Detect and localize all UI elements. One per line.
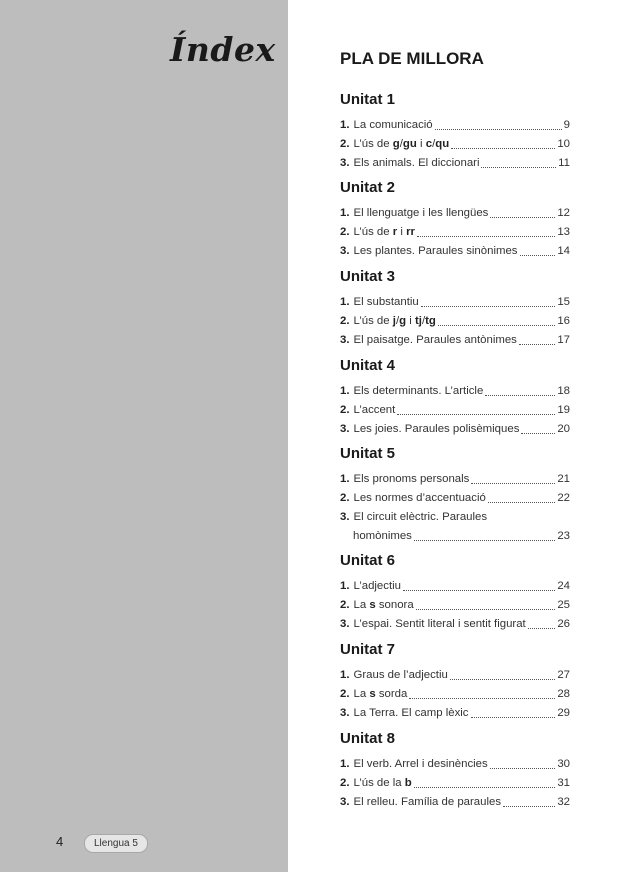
dot-leader <box>521 433 555 434</box>
unit-section <box>340 267 570 350</box>
toc-entry <box>340 223 570 242</box>
entry-number: 3. <box>340 511 350 523</box>
unit-section <box>340 551 570 634</box>
entry-page-number: 28 <box>557 688 570 700</box>
page-number: 4 <box>56 834 64 849</box>
entry-page-number: 18 <box>557 385 570 397</box>
dot-leader <box>488 502 555 503</box>
toc-entry <box>340 135 570 154</box>
toc-entry <box>340 312 570 331</box>
dot-leader <box>403 590 555 591</box>
entry-label: Les joies. Paraules polisèmiques <box>353 423 520 435</box>
unit-title: Unitat 1 <box>340 91 396 108</box>
toc-entry <box>340 615 570 634</box>
unit-section <box>340 90 570 173</box>
dot-leader <box>519 344 555 345</box>
entry-label: Les normes d’accentuació <box>353 492 486 504</box>
entry-page-number: 29 <box>557 707 570 719</box>
entry-number: 3. <box>340 245 350 257</box>
entry-number: 1. <box>340 758 350 770</box>
section-title: PLA DE MILLORA <box>340 49 484 68</box>
entry-page-number: 12 <box>557 207 570 219</box>
unit-title: Unitat 2 <box>340 179 396 196</box>
toc-entry <box>340 774 570 793</box>
entry-number: 3. <box>340 334 350 346</box>
entry-label: El relleu. Família de paraules <box>353 796 502 808</box>
toc-entry <box>340 685 570 704</box>
unit-title: Unitat 4 <box>340 357 396 374</box>
entry-page-number: 16 <box>557 315 570 327</box>
dot-leader <box>417 236 555 237</box>
entry-label: Els pronoms personals <box>353 473 470 485</box>
entry-number: 2. <box>340 777 350 789</box>
dot-leader <box>397 414 555 415</box>
entry-page-number: 21 <box>557 473 570 485</box>
entry-label: Les plantes. Paraules sinònimes <box>353 245 518 257</box>
entry-number: 2. <box>340 226 350 238</box>
entry-number: 2. <box>340 404 350 416</box>
entry-label: L’ús de j/g i tj/tg <box>353 315 436 327</box>
toc-entry <box>340 666 570 685</box>
toc-entry <box>340 420 570 439</box>
entry-label: Els determinants. L’article <box>353 385 484 397</box>
unit-section <box>340 729 570 812</box>
entry-number: 1. <box>340 580 350 592</box>
entry-page-number: 23 <box>557 530 570 542</box>
entry-page-number: 19 <box>557 404 570 416</box>
dot-leader <box>409 698 555 699</box>
toc-entry <box>340 793 570 812</box>
dot-leader <box>520 255 556 256</box>
entry-label: El substantiu <box>353 296 419 308</box>
entry-label: La s sonora <box>353 599 414 611</box>
entry-number: 2. <box>340 315 350 327</box>
toc-entry <box>340 596 570 615</box>
unit-title: Unitat 3 <box>340 268 396 285</box>
dot-leader <box>451 148 555 149</box>
entry-page-number: 25 <box>557 599 570 611</box>
entry-number: 1. <box>340 473 350 485</box>
entry-number: 3. <box>340 423 350 435</box>
entry-number: 2. <box>340 138 350 150</box>
toc-entry <box>340 116 570 135</box>
dot-leader <box>490 217 555 218</box>
entry-page-number: 14 <box>557 245 570 257</box>
toc-entry <box>340 242 570 261</box>
entry-page-number: 27 <box>557 669 570 681</box>
entry-page-number: 20 <box>557 423 570 435</box>
entry-number: 2. <box>340 688 350 700</box>
entry-label: L’espai. Sentit literal i sentit figurat <box>353 618 526 630</box>
dot-leader <box>450 679 555 680</box>
entry-label: homònimes <box>353 530 412 542</box>
toc-entry <box>340 704 570 723</box>
dot-leader <box>471 483 555 484</box>
toc-entry <box>340 527 570 546</box>
entry-label: El paisatge. Paraules antònimes <box>353 334 517 346</box>
toc-entry <box>340 577 570 596</box>
entry-label: L’accent <box>353 404 396 416</box>
entry-page-number: 24 <box>557 580 570 592</box>
dot-leader <box>414 787 556 788</box>
entry-label: El llenguatge i les llengües <box>353 207 489 219</box>
entry-page-number: 30 <box>557 758 570 770</box>
entry-number: 3. <box>340 157 350 169</box>
entry-label: L’ús de r i rr <box>353 226 415 238</box>
dot-leader <box>421 306 556 307</box>
entry-number: 3. <box>340 707 350 719</box>
toc-entry <box>340 755 570 774</box>
toc-entry <box>340 401 570 420</box>
dot-leader <box>416 609 556 610</box>
dot-leader <box>471 717 556 718</box>
dot-leader <box>485 395 555 396</box>
entry-page-number: 11 <box>558 157 570 169</box>
entry-number: 2. <box>340 599 350 611</box>
toc-entry <box>340 154 570 173</box>
entry-label: L’ús de la b <box>353 777 412 789</box>
unit-title: Unitat 8 <box>340 730 396 747</box>
toc-entry <box>340 382 570 401</box>
entry-number: 3. <box>340 618 350 630</box>
entry-label: L’adjectiu <box>353 580 401 592</box>
entry-label: Graus de l’adjectiu <box>353 669 448 681</box>
entry-page-number: 26 <box>557 618 570 630</box>
toc-entry <box>340 508 570 527</box>
entry-page-number: 31 <box>557 777 570 789</box>
entry-page-number: 32 <box>557 796 570 808</box>
entry-number: 1. <box>340 207 350 219</box>
toc-entry <box>340 331 570 350</box>
unit-section <box>340 356 570 439</box>
dot-leader <box>414 540 555 541</box>
toc-entry <box>340 489 570 508</box>
entry-label: La comunicació <box>353 119 433 131</box>
dot-leader <box>438 325 555 326</box>
entry-number: 2. <box>340 492 350 504</box>
toc-entry <box>340 204 570 223</box>
book-label-badge: Llengua 5 <box>84 834 148 853</box>
entry-label: El verb. Arrel i desinències <box>353 758 488 770</box>
entry-number: 1. <box>340 669 350 681</box>
dot-leader <box>528 628 556 629</box>
entry-label: La Terra. El camp lèxic <box>353 707 469 719</box>
entry-page-number: 13 <box>557 226 570 238</box>
entry-page-number: 9 <box>563 119 570 131</box>
entry-number: 1. <box>340 385 350 397</box>
toc-entry <box>340 470 570 489</box>
entry-page-number: 10 <box>557 138 570 150</box>
entry-number: 1. <box>340 119 350 131</box>
entry-number: 1. <box>340 296 350 308</box>
entry-page-number: 15 <box>557 296 570 308</box>
entry-label: Els animals. El diccionari <box>353 157 480 169</box>
dot-leader <box>481 167 556 168</box>
dot-leader <box>490 768 556 769</box>
unit-title: Unitat 5 <box>340 445 396 462</box>
entry-number: 3. <box>340 796 350 808</box>
index-title: Índex <box>170 30 276 69</box>
unit-section <box>340 640 570 723</box>
unit-section <box>340 444 570 546</box>
entry-label: L’ús de g/gu i c/qu <box>353 138 450 150</box>
unit-title: Unitat 6 <box>340 552 396 569</box>
entry-page-number: 17 <box>557 334 570 346</box>
unit-title: Unitat 7 <box>340 641 396 658</box>
sidebar-panel <box>0 0 288 872</box>
entry-page-number: 22 <box>557 492 570 504</box>
entry-label: La s sorda <box>353 688 408 700</box>
dot-leader <box>503 806 555 807</box>
toc-entry <box>340 293 570 312</box>
dot-leader <box>435 129 562 130</box>
entry-label: El circuit elèctric. Paraules <box>353 511 488 523</box>
unit-section <box>340 178 570 261</box>
